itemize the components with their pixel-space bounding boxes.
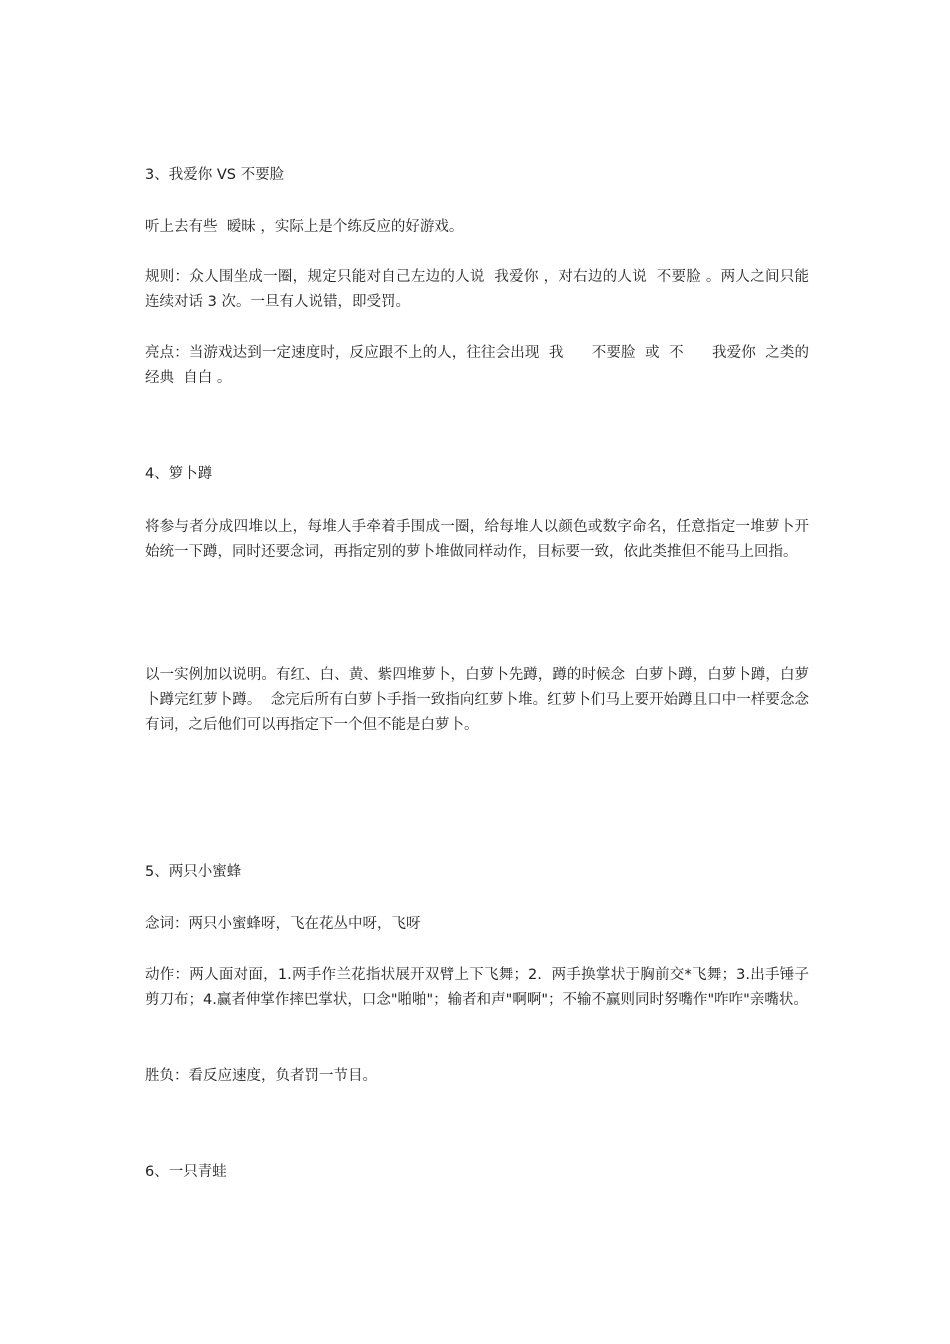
- section-5-paragraph-actions: 动作：两人面对面，1.两手作兰花指状展开双臂上下飞舞；2. 两手换掌状于胸前交*飞舞；3.出手锤子剪刀布；4.赢者伸掌作摔巴掌状，口念"啪啪"；输者和声"啊啊"；不输不赢则同时努嘴作"咋咋"亲嘴状。: [145, 967, 809, 1008]
- section-3-paragraph-intro: 听上去有些 暧昧 ，实际上是个练反应的好游戏。: [145, 219, 464, 235]
- section-5-paragraph-chant: 念词：两只小蜜蜂呀，飞在花丛中呀，飞呀: [145, 916, 421, 932]
- section-5-paragraph-outcome: 胜负：看反应速度，负者罚一节目。: [145, 1068, 377, 1084]
- section-4-paragraph-example: 以一实例加以说明。有红、白、黄、紫四堆萝卜，白萝卜先蹲，蹲的时候念 白萝卜蹲，白萝卜蹲，白萝卜蹲完红萝卜蹲。 念完后所有白萝卜手指一致指向红萝卜堆。红萝卜们马上要开始蹲且口中一样要念念有词，之后他们可以再指定下一个但不能是白萝卜。: [145, 667, 809, 733]
- section-heading-5: 5、两只小蜜蜂: [145, 864, 242, 880]
- section-heading-4: 4、箩卜蹲: [145, 466, 213, 482]
- section-3-paragraph-highlight: 亮点：当游戏达到一定速度时，反应跟不上的人，往往会出现 我 不要脸 或 不 我爱你 之类的经典 自白 。: [145, 345, 809, 386]
- section-4-paragraph-description: 将参与者分成四堆以上，每堆人手牵着手围成一圈，给每堆人以颜色或数字命名，任意指定一堆萝卜开始统一下蹲，同时还要念词，再指定别的萝卜堆做同样动作，目标要一致，依此类推但不能马上回指。: [145, 519, 809, 560]
- section-3-paragraph-rules: 规则：众人围坐成一圈，规定只能对自己左边的人说 我爱你 ，对右边的人说 不要脸 。两人之间只能连续对话 3 次。一旦有人说错，即受罚。: [145, 269, 809, 310]
- section-heading-3: 3、我爱你 VS 不要脸: [145, 167, 285, 183]
- section-heading-6: 6、一只青蛙: [145, 1164, 227, 1180]
